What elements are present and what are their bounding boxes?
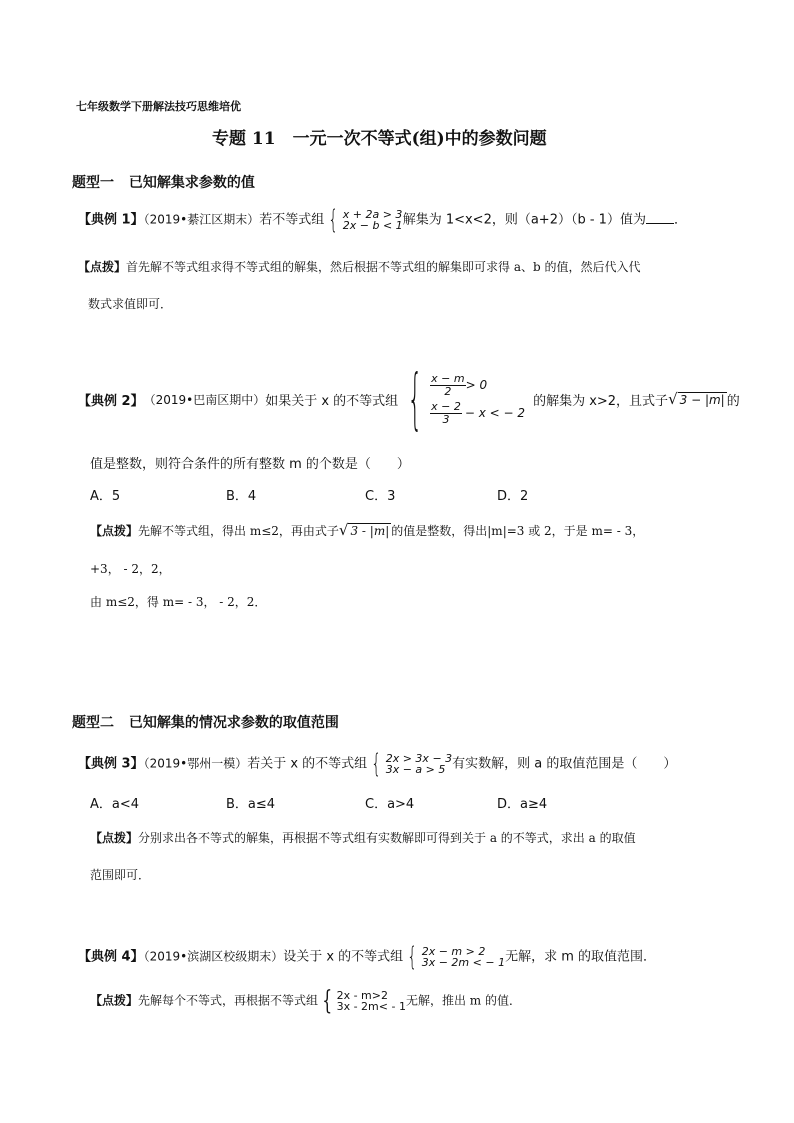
inequality-line: 3x - 2m< - 1 bbox=[336, 1000, 406, 1013]
option-d: D．a≥4 bbox=[497, 797, 548, 812]
option-a: A．5 bbox=[90, 489, 121, 504]
page-title: 专题 11 一元一次不等式(组)中的参数问题 bbox=[212, 129, 547, 149]
example-text: 若不等式组 bbox=[259, 212, 325, 228]
section-heading-2 bbox=[72, 712, 339, 732]
hint-1-cont: 数式求值即可． bbox=[88, 297, 173, 311]
hint-text: 的值是整数，得出|m|=3 或 2，于是 m= - 3， bbox=[391, 524, 645, 538]
example-1 bbox=[78, 207, 687, 233]
example-text: 如果关于 x 的不等式组 bbox=[265, 393, 399, 409]
example-source: （2019•綦江区期末） bbox=[143, 212, 260, 227]
example-text: 无解，求 m 的取值范围． bbox=[505, 949, 657, 965]
inequality-line: 3x − 2m < − 1 bbox=[421, 956, 506, 969]
hint-label: 【点拨】 bbox=[90, 524, 139, 538]
inequality-line: 3x − a > 5 bbox=[385, 763, 446, 776]
example-text: 若关于 x 的不等式组 bbox=[247, 756, 368, 772]
fraction-denominator: 2 bbox=[444, 384, 452, 398]
inequality-line: 2x > 3x − 3 bbox=[385, 752, 453, 765]
inequality-line: x + 2a > 3 bbox=[342, 208, 403, 221]
section-tag: 题型一 bbox=[72, 175, 114, 191]
example-text: 的 bbox=[726, 393, 740, 409]
example-source: （2019•鄂州一模） bbox=[143, 756, 248, 771]
option-b: B．a≤4 bbox=[226, 797, 276, 812]
example-label: 【典例 1】 bbox=[78, 212, 144, 228]
option-b: B．4 bbox=[226, 489, 257, 504]
radicand: 3 - |m| bbox=[350, 524, 390, 538]
hint-1 bbox=[78, 258, 640, 275]
hint-2 bbox=[90, 522, 644, 539]
inequality-relation: > 0 bbox=[465, 378, 488, 392]
fraction-denominator: 3 bbox=[442, 412, 450, 426]
option-d: D．2 bbox=[497, 489, 529, 504]
hint-3 bbox=[90, 829, 636, 846]
example-text: 有实数解，则 a 的取值范围是（ ） bbox=[452, 756, 677, 772]
inequality-line: 2x - m>2 bbox=[336, 989, 388, 1002]
answer-blank bbox=[646, 211, 674, 224]
example-source: （2019•巴南区期中） bbox=[143, 392, 266, 407]
inequality-relation: − x < − 2 bbox=[464, 406, 526, 420]
example-2 bbox=[78, 360, 740, 437]
hint-2-cont: 由 m≤2，得 m= - 3， - 2，2． bbox=[90, 595, 267, 609]
section-title: 已知解集的情况求参数的取值范围 bbox=[128, 715, 339, 731]
example-label: 【典例 2】 bbox=[78, 393, 144, 409]
punctuation: ． bbox=[673, 212, 687, 228]
hint-text: 先解每个不等式，再根据不等式组 bbox=[138, 993, 319, 1008]
series-title: 七年级数学下册解法技巧思维培优 bbox=[76, 100, 241, 113]
hint-4 bbox=[90, 988, 521, 1014]
inequality-system: { $\frac{x - m}{2}$ > 0 $\frac{x - 2}{3}$ − x < − 2 bbox=[407, 360, 526, 437]
radicand: 3 − |m| bbox=[679, 392, 725, 407]
example-label: 【典例 3】 bbox=[78, 756, 144, 772]
example-text: 的解集为 x>2，且式子 bbox=[533, 393, 669, 409]
hint-label: 【点拨】 bbox=[78, 260, 127, 274]
option-c: C．3 bbox=[365, 489, 396, 504]
hint-2-cont: +3， - 2，2， bbox=[90, 562, 171, 576]
hint-text: 分别求出各不等式的解集，再根据不等式组有实数解即可得到关于 a 的不等式，求出 a 的取值 bbox=[138, 831, 636, 845]
section-heading-1 bbox=[72, 172, 255, 192]
example-3 bbox=[78, 751, 676, 777]
example-text: 解集为 1<x<2，则（a+2）（b - 1）值为 bbox=[402, 212, 646, 228]
example-source: （2019•滨湖区校级期末） bbox=[143, 949, 284, 964]
square-root: √ 3 - |m| bbox=[338, 521, 390, 539]
section-title: 已知解集求参数的值 bbox=[128, 175, 255, 191]
example-2-question: 值是整数，则符合条件的所有整数 m 的个数是（ ） bbox=[90, 457, 410, 472]
fraction-numerator: x − m bbox=[431, 371, 465, 385]
example-text: 设关于 x 的不等式组 bbox=[283, 949, 404, 965]
example-label: 【典例 4】 bbox=[78, 949, 144, 965]
inequality-system: { 2x - m>2 3x - 2m< - 1 bbox=[322, 986, 406, 1016]
inequality-line: 2x − b < 1 bbox=[342, 219, 403, 232]
hint-3-cont: 范围即可． bbox=[90, 868, 151, 882]
section-tag: 题型二 bbox=[72, 715, 114, 731]
hint-text: 首先解不等式组求得不等式组的解集，然后根据不等式组的解集即可求得 a、b 的值，然后代入代 bbox=[126, 260, 641, 274]
option-c: C．a>4 bbox=[365, 797, 415, 812]
inequality-system: { x + 2a > 3 2x − b < 1 bbox=[328, 205, 403, 235]
inequality-system: { 2x > 3x − 3 3x − a > 5 bbox=[371, 749, 453, 779]
hint-label: 【点拨】 bbox=[90, 993, 139, 1008]
square-root: √ 3 − |m| bbox=[668, 389, 725, 408]
hint-text: 无解，推出 m 的值． bbox=[405, 993, 521, 1008]
hint-label: 【点拨】 bbox=[90, 831, 139, 845]
inequality-system: { 2x − m > 2 3x − 2m < − 1 bbox=[407, 942, 506, 972]
hint-text: 先解不等式组，得出 m≤2，再由式子 bbox=[138, 524, 339, 538]
example-4 bbox=[78, 944, 656, 970]
option-a: A．a<4 bbox=[90, 797, 140, 812]
fraction-numerator: x − 2 bbox=[431, 399, 461, 413]
inequality-line: 2x − m > 2 bbox=[421, 945, 486, 958]
